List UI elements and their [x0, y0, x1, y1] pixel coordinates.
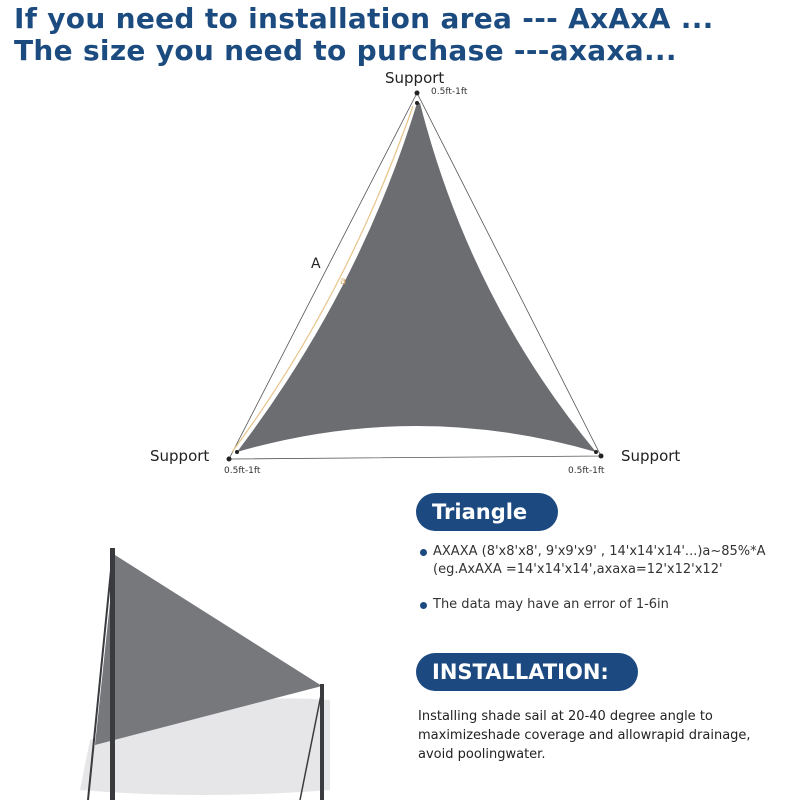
gap-label-top: 0.5ft-1ft	[431, 87, 468, 97]
triangle-heading: Triangle	[416, 493, 558, 531]
bullet-size-ratio: AXAXA (8'x8'x8', 9'x9'x9' , 14'x14'x14'...)a~85%*A (eg.AxAXA =14'x14'x14',axaxa=12'x12'x12'	[420, 543, 766, 579]
headline-line-1: If you need to installation area --- AxAxA ...	[14, 2, 714, 35]
gap-label-right: 0.5ft-1ft	[568, 466, 605, 476]
anchor-point-right	[599, 454, 604, 459]
headline-line-2: The size you need to purchase ---axaxa...	[14, 34, 677, 67]
bullet-dot	[420, 602, 427, 609]
gap-label-left: 0.5ft-1ft	[224, 466, 261, 476]
bullet-error-note: The data may have an error of 1-6in	[420, 596, 669, 614]
anchor-point-left	[227, 457, 232, 462]
shade-sail-shape	[237, 103, 596, 452]
side-label-outer: A	[311, 256, 321, 272]
support-label-top: Support	[385, 69, 445, 87]
installed-sail-photo	[80, 548, 330, 800]
installation-heading: INSTALLATION:	[416, 653, 638, 691]
side-label-inner: a	[340, 276, 347, 287]
bullet-dot	[420, 549, 427, 556]
support-label-left: Support	[150, 447, 210, 465]
anchor-point-top	[415, 91, 420, 96]
installation-text: Installing shade sail at 20-40 degree angle to maximizeshade coverage and allowrapid drainage, avoid poolingwater.	[418, 709, 751, 762]
support-label-right: Support	[621, 447, 681, 465]
